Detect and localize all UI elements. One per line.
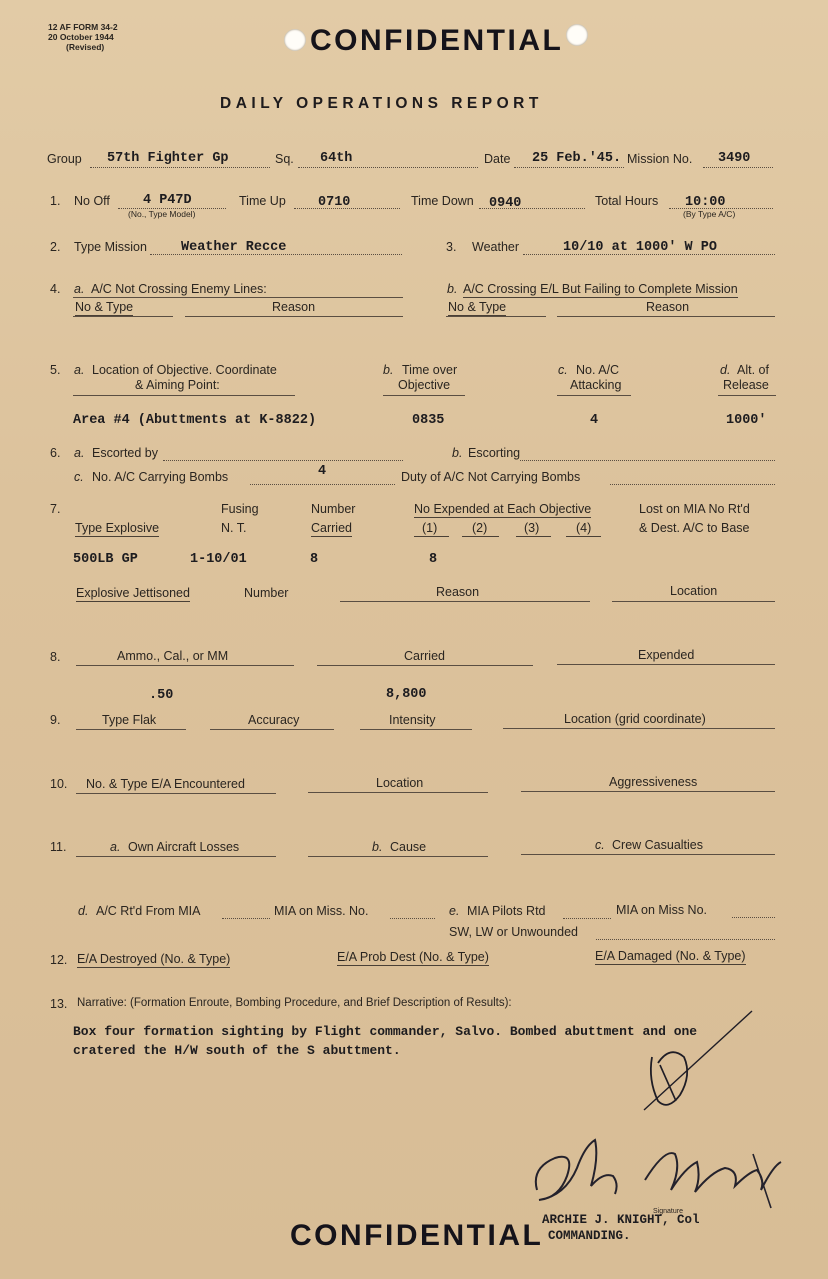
classification-top: CONFIDENTIAL xyxy=(310,24,564,57)
item4-b-col-reason: Reason xyxy=(646,300,690,314)
rtd-from-mia-label: A/C Rt'd From MIA xyxy=(96,904,201,918)
sq-line xyxy=(298,167,478,168)
jettisoned-label: Explosive Jettisoned xyxy=(76,586,190,600)
carrying-value: 4 xyxy=(318,464,327,479)
ammo-rule xyxy=(76,665,294,666)
escorted-label: Escorted by xyxy=(92,446,159,460)
own-losses-rule xyxy=(76,856,276,857)
item4-a-col-reason: Reason xyxy=(272,300,316,314)
mia-miss2-label: MIA on Miss No. xyxy=(616,903,707,917)
item-number: 5. xyxy=(50,363,61,377)
flak-location-label: Location (grid coordinate) xyxy=(564,712,706,726)
time-down-value: 0940 xyxy=(489,196,522,211)
narrative-label: Narrative: (Formation Enroute, Bombing Procedure, and Brief Description of Results): xyxy=(77,997,512,1009)
escorted-line xyxy=(163,460,403,461)
item5-b-prefix: b. xyxy=(383,363,394,377)
time-up-label: Time Up xyxy=(239,194,286,208)
signature-caption: Signature xyxy=(653,1208,683,1215)
date-line xyxy=(514,167,624,168)
no-off-value: 4 P47D xyxy=(143,193,192,208)
accuracy-rule xyxy=(210,729,334,730)
item4-b-reason-rule xyxy=(557,316,775,317)
handwritten-initial-mark xyxy=(630,1005,770,1120)
escorting-label: Escorting xyxy=(468,446,521,460)
weather-value: 10/10 at 1000' W PO xyxy=(563,240,717,255)
item11-c-prefix: c. xyxy=(595,838,605,852)
no-off-sub: (No., Type Model) xyxy=(128,209,196,219)
ammo-expended-label: Expended xyxy=(638,648,695,662)
item6-b-prefix: b. xyxy=(452,446,463,460)
rtd-from-mia-line xyxy=(222,918,270,919)
jettisoned-location-rule xyxy=(612,601,775,602)
classification-bottom: CONFIDENTIAL xyxy=(290,1219,544,1252)
mia-pilots-label: MIA Pilots Rtd xyxy=(467,904,546,918)
punch-hole-right xyxy=(566,24,588,46)
aggressiveness-rule xyxy=(521,791,775,792)
intensity-label: Intensity xyxy=(389,713,436,727)
item4-a-col-rule xyxy=(73,316,173,317)
report-title: DAILY OPERATIONS REPORT xyxy=(220,95,543,112)
attacking-value: 4 xyxy=(590,413,599,428)
item-number: 11. xyxy=(50,840,67,854)
item4-a-prefix: a. xyxy=(74,282,85,296)
mia-miss2-line xyxy=(732,917,775,918)
sw-lw-line xyxy=(596,939,775,940)
item5-b-rule xyxy=(383,395,465,396)
ea-destroyed-label: E/A Destroyed (No. & Type) xyxy=(77,952,231,966)
fusing-value: 1-10/01 xyxy=(190,552,247,567)
date-value: 25 Feb.'45. xyxy=(532,151,622,166)
intensity-rule xyxy=(360,729,472,730)
objective-1-value: 8 xyxy=(429,552,438,567)
carried-label: Carried xyxy=(404,649,445,663)
item-number: 12. xyxy=(50,953,68,967)
duty-line xyxy=(610,484,775,485)
number-carried-label-2: Carried xyxy=(311,521,352,535)
item4-b-label: A/C Crossing E/L But Failing to Complete Mission xyxy=(463,282,738,296)
sq-value: 64th xyxy=(320,151,353,166)
form-id xyxy=(48,22,118,52)
item4-b-col-rule xyxy=(446,316,546,317)
ea-encountered-rule xyxy=(76,793,276,794)
objective-col-4: (4) xyxy=(566,521,601,537)
narrative-line-1: Box four formation sighting by Flight commander, Salvo. Bombed abuttment and one xyxy=(73,1024,698,1039)
sq-label: Sq. xyxy=(275,152,294,166)
item4-a-reason-rule xyxy=(185,316,403,317)
item5-a-prefix: a. xyxy=(74,363,85,377)
number-carried-value: 8 xyxy=(310,552,319,567)
lost-label-1: Lost on MIA No Rt'd xyxy=(639,502,750,516)
total-hours-sub: (By Type A/C) xyxy=(683,209,736,219)
group-label: Group xyxy=(47,152,82,166)
expended-rule xyxy=(557,664,775,665)
objective-col-3: (3) xyxy=(516,521,551,537)
type-explosive-label: Type Explosive xyxy=(75,521,160,535)
item5-d-label-1: Alt. of xyxy=(737,363,769,377)
mia-miss-line xyxy=(390,918,435,919)
date-label: Date xyxy=(484,152,511,166)
item5-c-label-1: No. A/C xyxy=(576,363,620,377)
accuracy-label: Accuracy xyxy=(248,713,300,727)
mission-line xyxy=(703,167,773,168)
weather-label: Weather xyxy=(472,240,520,254)
ea-location-label: Location xyxy=(376,776,424,790)
item-number: 7. xyxy=(50,502,61,516)
total-hours-value: 10:00 xyxy=(685,195,726,210)
mia-pilots-line xyxy=(563,918,611,919)
carried-value: 8,800 xyxy=(386,687,427,702)
signature-image xyxy=(525,1128,800,1216)
time-down-label: Time Down xyxy=(411,194,474,208)
escorting-line xyxy=(520,460,775,461)
fusing-label-1: Fusing xyxy=(221,502,259,516)
lost-label-2: & Dest. A/C to Base xyxy=(639,521,750,535)
item5-b-label-1: Time over xyxy=(402,363,458,377)
item-number: 10. xyxy=(50,777,68,791)
carried-rule xyxy=(317,665,533,666)
crew-casualties-rule xyxy=(521,854,775,855)
item5-c-prefix: c. xyxy=(558,363,568,377)
form-id-line: (Revised) xyxy=(66,42,105,52)
item5-b-label-2: Objective xyxy=(398,378,451,392)
item4-b-col-no-type: No & Type xyxy=(448,300,507,314)
item-number: 13. xyxy=(50,997,68,1011)
item5-d-label-2: Release xyxy=(723,378,769,392)
explosive-type-value: 500LB GP xyxy=(73,552,138,567)
jettisoned-reason-label: Reason xyxy=(436,585,480,599)
item-number: 9. xyxy=(50,713,61,727)
item-number: 2. xyxy=(50,240,61,254)
time-up-value: 0710 xyxy=(318,195,351,210)
total-hours-label: Total Hours xyxy=(595,194,659,208)
item6-a-prefix: a. xyxy=(74,446,85,460)
item11-b-prefix: b. xyxy=(372,840,383,854)
item5-c-rule xyxy=(557,395,631,396)
type-mission-value: Weather Recce xyxy=(181,240,287,255)
item5-d-prefix: d. xyxy=(720,363,731,377)
item-number: 3. xyxy=(446,240,457,254)
cause-label: Cause xyxy=(390,840,427,854)
ammo-value: .50 xyxy=(149,688,174,703)
no-off-label: No Off xyxy=(74,194,110,208)
duty-label: Duty of A/C Not Carrying Bombs xyxy=(401,470,581,484)
own-losses-label: Own Aircraft Losses xyxy=(128,840,240,854)
ea-damaged-label: E/A Damaged (No. & Type) xyxy=(595,949,746,963)
mission-label: Mission No. xyxy=(627,152,693,166)
mission-value: 3490 xyxy=(718,151,751,166)
item-number: 1. xyxy=(50,194,61,208)
aggressiveness-label: Aggressiveness xyxy=(609,775,698,789)
ammo-label: Ammo., Cal., or MM xyxy=(117,649,229,663)
item5-a-rule xyxy=(73,395,295,396)
item11-d-prefix: d. xyxy=(78,904,89,918)
number-carried-label-1: Number xyxy=(311,502,356,516)
carrying-line xyxy=(250,484,395,485)
ea-location-rule xyxy=(308,792,488,793)
signer-name: ARCHIE J. KNIGHT, Col xyxy=(542,1213,700,1227)
ea-encountered-label: No. & Type E/A Encountered xyxy=(86,777,245,791)
item6-c-prefix: c. xyxy=(74,470,84,484)
crew-casualties-label: Crew Casualties xyxy=(612,838,704,852)
item-number: 6. xyxy=(50,446,61,460)
sw-lw-label: SW, LW or Unwounded xyxy=(449,925,578,939)
cause-rule xyxy=(308,856,488,857)
form-id-line: 12 AF FORM 34-2 xyxy=(48,22,118,32)
item5-c-label-2: Attacking xyxy=(570,378,622,392)
mia-miss-label: MIA on Miss. No. xyxy=(274,904,369,918)
type-flak-label: Type Flak xyxy=(102,713,157,727)
item4-a-col-no-type: No & Type xyxy=(75,300,134,314)
item5-d-rule xyxy=(718,395,776,396)
fusing-label-2: N. T. xyxy=(221,521,247,535)
item-number: 4. xyxy=(50,282,61,296)
form-id-line: 20 October 1944 xyxy=(48,32,114,42)
time-over-value: 0835 xyxy=(412,413,445,428)
flak-location-rule xyxy=(503,728,775,729)
type-mission-label: Type Mission xyxy=(74,240,147,254)
item4-a-label: A/C Not Crossing Enemy Lines: xyxy=(91,282,267,296)
signer-title: COMMANDING. xyxy=(548,1229,631,1243)
ea-prob-dest-label: E/A Prob Dest (No. & Type) xyxy=(337,950,489,964)
release-altitude-value: 1000' xyxy=(726,413,767,428)
item4-a-rule xyxy=(73,297,403,298)
objective-location-value: Area #4 (Abuttments at K-8822) xyxy=(73,413,317,428)
objective-col-2: (2) xyxy=(462,521,499,537)
carrying-label: No. A/C Carrying Bombs xyxy=(92,470,229,484)
item11-e-prefix: e. xyxy=(449,904,460,918)
punch-hole-left xyxy=(284,29,306,51)
flak-rule xyxy=(76,729,186,730)
group-value: 57th Fighter Gp xyxy=(107,151,229,166)
group-line xyxy=(90,167,270,168)
jettisoned-location-label: Location xyxy=(670,584,718,598)
expended-label: No Expended at Each Objective xyxy=(414,502,592,516)
jettisoned-number-label: Number xyxy=(244,586,289,600)
item-number: 8. xyxy=(50,650,61,664)
objective-col-1: (1) xyxy=(414,521,449,537)
jettisoned-reason-rule xyxy=(340,601,590,602)
item5-a-label-2: & Aiming Point: xyxy=(135,378,220,392)
item11-a-prefix: a. xyxy=(110,840,121,854)
item4-b-prefix: b. xyxy=(447,282,458,296)
item5-a-label-1: Location of Objective. Coordinate xyxy=(92,363,277,377)
narrative-line-2: cratered the H/W south of the S abuttment. xyxy=(73,1043,401,1058)
